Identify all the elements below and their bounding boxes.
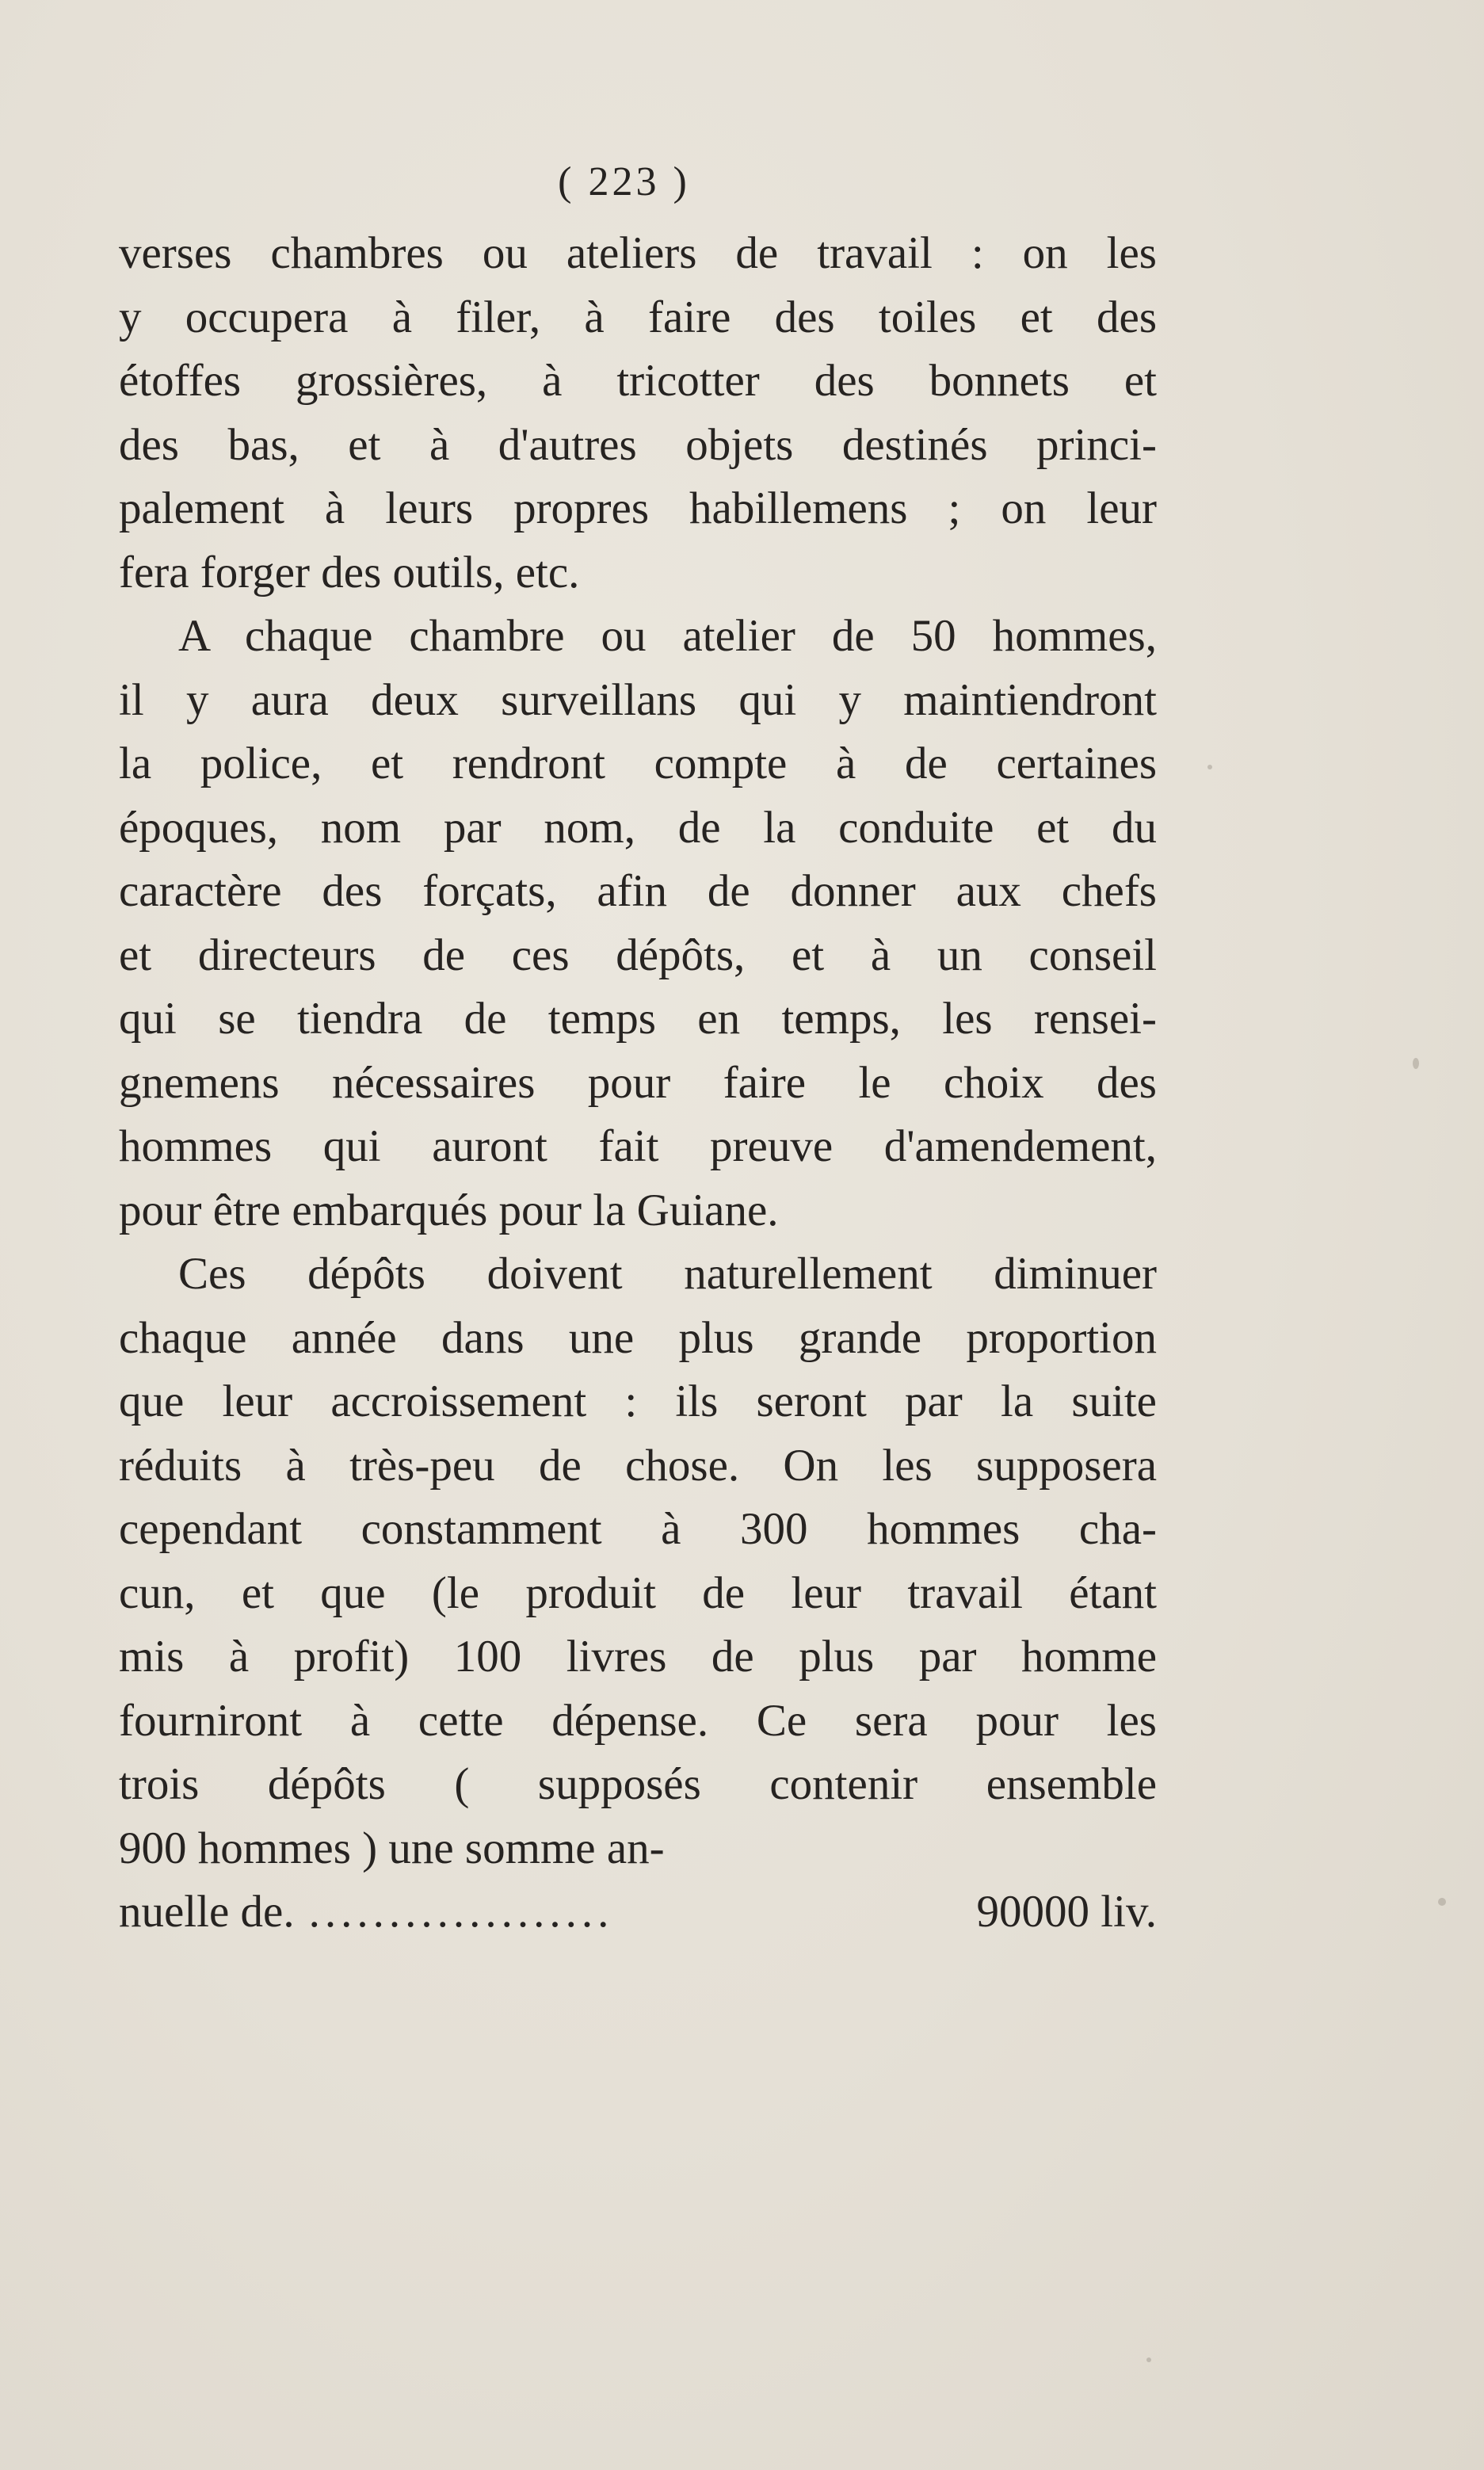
paper-speck [1146,2357,1151,2362]
text-line: trois dépôts ( supposés contenir ensemble [119,1759,1157,1809]
body-text [119,222,1157,1945]
text-line: gnemens nécessaires pour faire le choix des [119,1057,1157,1108]
paper-speck [1438,1898,1446,1906]
text-line: Ces dépôts doivent naturellement diminuer [178,1249,1157,1299]
page-number: ( 223 ) [558,159,690,204]
sum-line [119,1880,1157,1945]
text-line: fourniront à cette dépense. Ce sera pour les [119,1695,1157,1746]
text-line: chaque année dans une plus grande proportion [119,1312,1157,1363]
sum-label: nuelle de. [119,1887,295,1937]
text-line: cependant constamment à 300 hommes cha- [119,1504,1157,1554]
text-line: pour être embarqués pour la Guiane. [119,1185,779,1235]
text-line: A chaque chambre ou atelier de 50 hommes, [178,611,1157,661]
text-line: époques, nom par nom, de la conduite et du [119,802,1157,853]
sum-amount: 90000 liv. [976,1887,1157,1937]
text-line: il y aura deux surveillans qui y maintiendront [119,674,1157,725]
text-line: la police, et rendront compte à de certaines [119,739,1157,788]
text-line: étoffes grossières, à tricotter des bonnets et [119,356,1157,406]
text-line: palement à leurs propres habillemens ; on leur [119,483,1157,533]
text-line: verses chambres ou ateliers de travail : on les [119,228,1157,278]
text-line: cun, et que (le produit de leur travail étant [119,1567,1157,1618]
dot-leader: ................... [308,1887,614,1937]
text-line: que leur accroissement : ils seront par la suite [119,1376,1157,1426]
text-line: caractère des forçats, afin de donner aux chefs [119,866,1157,916]
text-line: 900 hommes ) une somme an- [119,1823,665,1873]
text-line: des bas, et à d'autres objets destinés princi- [119,419,1157,470]
text-line: y occupera à filer, à faire des toiles et des [119,292,1157,342]
text-line: qui se tiendra de temps en temps, les rensei- [119,994,1157,1044]
text-line: réduits à très-peu de chose. On les supposera [119,1440,1157,1491]
text-line: hommes qui auront fait preuve d'amendement, [119,1121,1157,1171]
text-line: et directeurs de ces dépôts, et à un conseil [119,930,1157,980]
text-line: fera forger des outils, etc. [119,547,580,597]
text-line: mis à profit) 100 livres de plus par homme [119,1632,1157,1682]
paper-speck [1207,765,1212,769]
paper-speck [1413,1058,1419,1069]
